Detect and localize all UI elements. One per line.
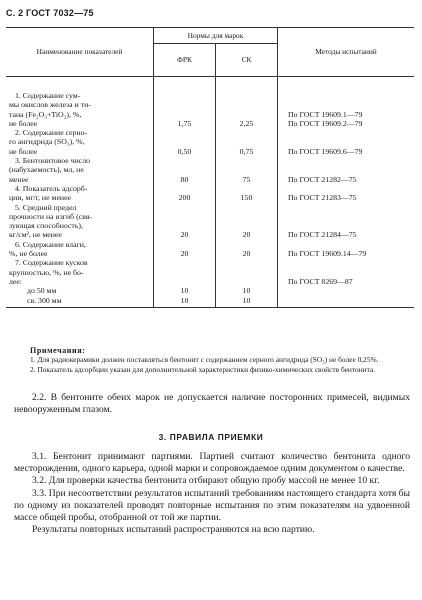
col-header-frk: ФРК — [154, 44, 216, 77]
row-method: По ГОСТ 19609.6—79 — [288, 146, 363, 156]
row-name-line: лее: — [9, 276, 22, 286]
row-name-line: тана (Fe₂O₃+TiO₂), %, — [9, 109, 82, 119]
row-name-line: 5. Средний предел — [15, 202, 77, 212]
paragraph-2-2: 2.2. В бентоните обеих марок не допускается наличие посторонних примесей, видимых невооруженным глазом. — [14, 392, 410, 416]
row-sk-value: 10 — [216, 286, 278, 295]
section-3-body — [14, 451, 410, 536]
row-name — [6, 156, 154, 184]
requirements-table — [6, 27, 414, 308]
table-row — [6, 128, 414, 156]
row-method: По ГОСТ 21284—75 — [288, 230, 357, 240]
note-item: 1. Для радиокерамики должен поставляться бентонит с содержанием серного ангидрида (SO₃) не более 0,25%. — [30, 355, 379, 365]
row-name — [6, 296, 154, 308]
row-sk-value: 0,75 — [216, 128, 278, 156]
row-name — [6, 286, 154, 295]
row-name-line: 2. Содержание серно- — [15, 128, 88, 138]
row-name — [6, 240, 154, 259]
row-name-line: менее — [9, 174, 29, 184]
row-frk-value: 80 — [154, 156, 216, 184]
row-frk-value: 10 — [154, 296, 216, 308]
row-name-line: не более — [9, 146, 38, 156]
row-name — [6, 128, 154, 156]
row-method: По ГОСТ 19609.1—79 По ГОСТ 19609.2—79 — [288, 109, 363, 128]
row-name-line: зующая способность), — [9, 221, 83, 231]
table-row — [6, 184, 414, 203]
row-name-line: прочности на изгиб (свя- — [9, 211, 92, 221]
row-name-line: св. 300 мм — [27, 295, 62, 305]
row-name-line: до 50 мм — [27, 286, 57, 296]
row-method: По ГОСТ 19609.14—79 — [288, 249, 367, 259]
row-frk-value: 0,50 — [154, 128, 216, 156]
table-notes — [16, 346, 412, 374]
row-sk-value: 10 — [216, 296, 278, 308]
notes-heading: Примечания: — [30, 346, 86, 355]
row-method — [278, 296, 415, 308]
row-method — [278, 286, 415, 295]
row-name-line: (набухаемость), мл, не — [9, 165, 84, 175]
table-row — [6, 156, 414, 184]
table-row — [6, 286, 414, 295]
paragraph-3-1: 3.1. Бентонит принимают партиями. Партией считают количество бентонита одного месторождения, одного карьера, одной марки и сопровождаемое одним документом о качестве. — [14, 451, 410, 475]
row-frk-value: 20 — [154, 203, 216, 240]
row-frk-value — [154, 258, 216, 286]
row-name — [6, 258, 154, 286]
row-name-line: 3. Бентонитовое число — [15, 156, 91, 166]
col-header-norms: Нормы для марок — [154, 28, 278, 44]
section-3-title: 3. ПРАВИЛА ПРИЕМКИ — [158, 432, 264, 442]
row-sk-value — [216, 258, 278, 286]
page-header: С. 2 ГОСТ 7032—75 — [6, 8, 94, 18]
row-method: По ГОСТ 21282—75 — [288, 174, 357, 184]
row-name-line: 4. Показатель адсорб- — [15, 183, 88, 193]
paragraph-3-3: 3.3. При несоответствии результатов испытаний требованиям настоящего стандарта хотя бы по одному из показателей проводят повторные испытания по этим показателям на удвоенной массе общей пробы, отобранной от той же партии. — [14, 487, 410, 524]
row-frk-value: 10 — [154, 286, 216, 295]
row-sk-value: 75 — [216, 156, 278, 184]
row-name — [6, 77, 154, 129]
row-name-line: ции, мг/г, не менее — [9, 193, 72, 203]
row-frk-value: 1,75 — [154, 77, 216, 129]
row-name — [6, 203, 154, 240]
col-header-name: Наименование показателей — [6, 28, 154, 77]
row-frk-value: 20 — [154, 240, 216, 259]
row-name-line: не более — [9, 118, 38, 128]
row-name-line: кг/см², не менее — [9, 230, 62, 240]
col-header-sk: СК — [216, 44, 278, 77]
row-method: По ГОСТ 21283—75 — [288, 193, 357, 203]
table-row — [6, 296, 414, 308]
row-method: По ГОСТ 8269—87 — [288, 276, 353, 286]
row-name — [6, 184, 154, 203]
row-sk-value: 20 — [216, 203, 278, 240]
col-header-methods: Методы испытаний — [278, 28, 415, 77]
row-name-line: 6. Содержание влаги, — [15, 239, 86, 249]
table-row — [6, 77, 414, 129]
row-sk-value: 20 — [216, 240, 278, 259]
row-sk-value: 150 — [216, 184, 278, 203]
paragraph-2-2-block — [14, 392, 410, 416]
row-name-line: го ангидрида (SO₃), %, — [9, 137, 85, 147]
table-row — [6, 240, 414, 259]
row-name-line: 1. Содержание сум- — [15, 91, 81, 100]
note-item: 2. Показатель адсорбции указан для дополнительной характеристики физико-химических свойств бентонита. — [30, 364, 376, 374]
row-name-line: 7. Содержание кусков — [15, 258, 88, 268]
table-row — [6, 258, 414, 286]
row-name-line: %, не более — [9, 249, 48, 259]
row-sk-value: 2,25 — [216, 77, 278, 129]
paragraph-3-3-result: Результаты повторных испытаний распространяются на всю партию. — [32, 524, 315, 536]
row-frk-value: 200 — [154, 184, 216, 203]
row-name-line: крупностью, %, не бо- — [9, 267, 84, 277]
paragraph-3-2: 3.2. Для проверки качества бентонита отбирают общую пробу массой не менее 10 кг. — [32, 475, 380, 487]
table-row — [6, 203, 414, 240]
row-name-line: мы окислов железа и ти- — [9, 100, 91, 110]
